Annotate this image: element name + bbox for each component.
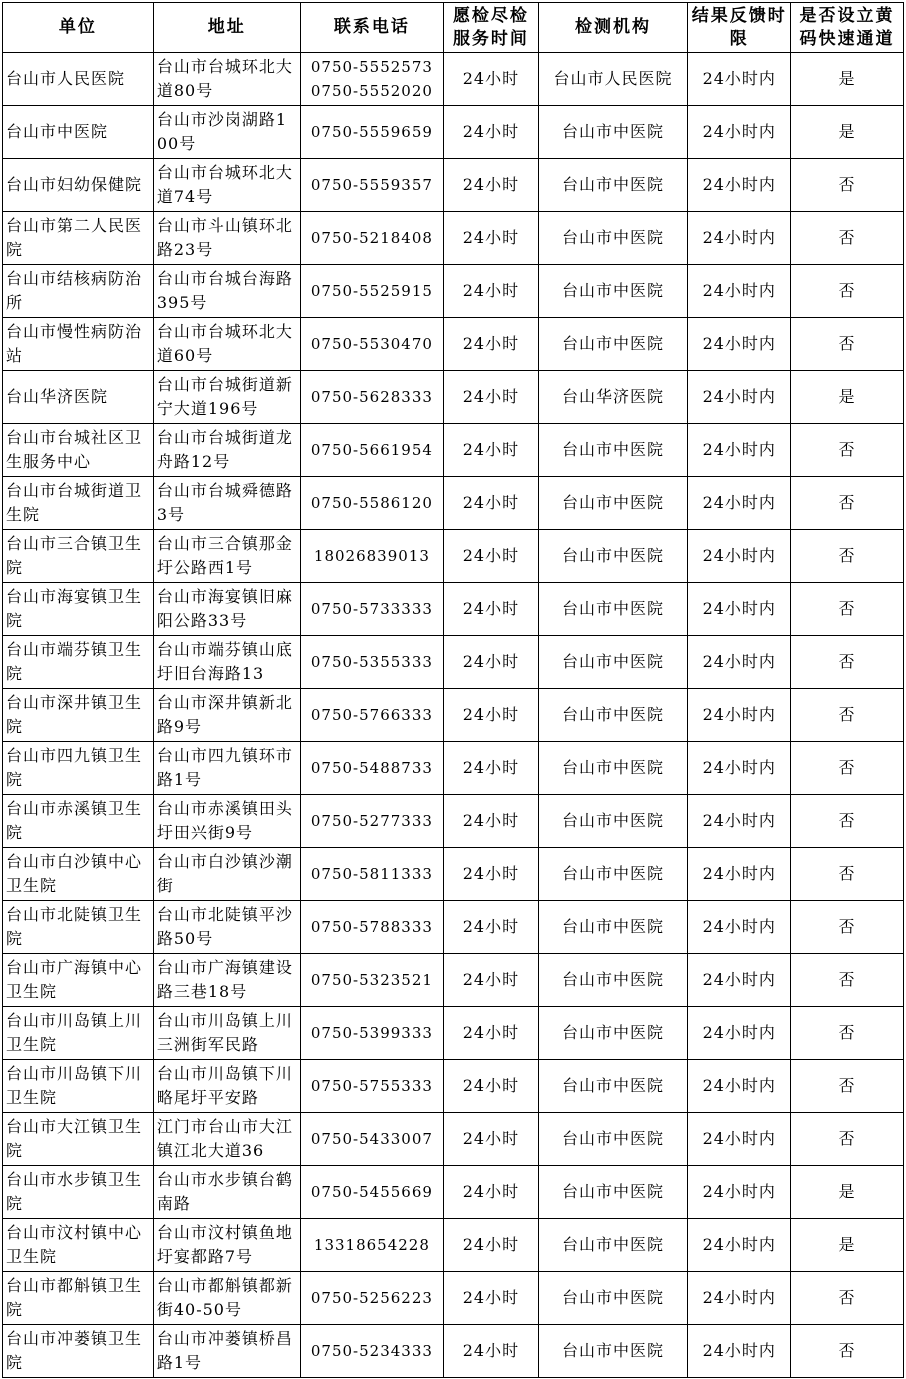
cell-address: 台山市白沙镇沙潮街	[153, 848, 300, 901]
cell-unit: 台山市端芬镇卫生院	[3, 636, 154, 689]
table-row	[3, 371, 904, 424]
cell-yellow-code-channel: 否	[791, 1060, 904, 1113]
cell-service-time: 24小时	[444, 636, 538, 689]
cell-phone: 0750-5661954	[300, 424, 444, 477]
cell-result-time-limit: 24小时内	[688, 689, 791, 742]
cell-testing-institution: 台山市中医院	[538, 318, 688, 371]
header-yellow-code-channel: 是否设立黄码快速通道	[791, 3, 904, 53]
testing-sites-table	[2, 2, 904, 1378]
cell-service-time: 24小时	[444, 1060, 538, 1113]
cell-address: 台山市端芬镇山底圩旧台海路13	[153, 636, 300, 689]
cell-address: 台山市台城街道龙舟路12号	[153, 424, 300, 477]
cell-result-time-limit: 24小时内	[688, 477, 791, 530]
cell-service-time: 24小时	[444, 795, 538, 848]
cell-yellow-code-channel: 否	[791, 477, 904, 530]
cell-yellow-code-channel: 否	[791, 689, 904, 742]
cell-address: 台山市台城环北大道80号	[153, 53, 300, 106]
cell-service-time: 24小时	[444, 742, 538, 795]
cell-phone: 0750-5530470	[300, 318, 444, 371]
cell-testing-institution: 台山市中医院	[538, 795, 688, 848]
cell-result-time-limit: 24小时内	[688, 583, 791, 636]
cell-phone: 0750-5433007	[300, 1113, 444, 1166]
table-header	[3, 3, 904, 53]
table-row	[3, 106, 904, 159]
table-row	[3, 424, 904, 477]
cell-unit: 台山市台城街道卫生院	[3, 477, 154, 530]
cell-phone: 0750-5552573 0750-5552020	[300, 53, 444, 106]
cell-phone: 0750-5586120	[300, 477, 444, 530]
cell-phone: 0750-5323521	[300, 954, 444, 1007]
cell-testing-institution: 台山市中医院	[538, 742, 688, 795]
cell-unit: 台山市海宴镇卫生院	[3, 583, 154, 636]
cell-phone: 0750-5277333	[300, 795, 444, 848]
cell-testing-institution: 台山市中医院	[538, 636, 688, 689]
cell-yellow-code-channel: 否	[791, 265, 904, 318]
cell-result-time-limit: 24小时内	[688, 106, 791, 159]
cell-testing-institution: 台山市中医院	[538, 583, 688, 636]
cell-service-time: 24小时	[444, 1113, 538, 1166]
cell-phone: 0750-5788333	[300, 901, 444, 954]
cell-testing-institution: 台山市中医院	[538, 1325, 688, 1378]
cell-phone: 0750-5455669	[300, 1166, 444, 1219]
cell-result-time-limit: 24小时内	[688, 848, 791, 901]
cell-service-time: 24小时	[444, 106, 538, 159]
cell-service-time: 24小时	[444, 689, 538, 742]
cell-phone: 0750-5811333	[300, 848, 444, 901]
cell-service-time: 24小时	[444, 1325, 538, 1378]
cell-testing-institution: 台山市中医院	[538, 1007, 688, 1060]
cell-phone: 0750-5399333	[300, 1007, 444, 1060]
cell-testing-institution: 台山市中医院	[538, 1219, 688, 1272]
cell-yellow-code-channel: 是	[791, 371, 904, 424]
cell-phone: 0750-5234333	[300, 1325, 444, 1378]
cell-phone: 0750-5218408	[300, 212, 444, 265]
table-row	[3, 1060, 904, 1113]
cell-yellow-code-channel: 否	[791, 583, 904, 636]
table-row	[3, 530, 904, 583]
cell-service-time: 24小时	[444, 1219, 538, 1272]
cell-yellow-code-channel: 否	[791, 1325, 904, 1378]
table-row	[3, 1272, 904, 1325]
cell-testing-institution: 台山市中医院	[538, 901, 688, 954]
cell-yellow-code-channel: 否	[791, 424, 904, 477]
cell-address: 台山市都斛镇都新街40-50号	[153, 1272, 300, 1325]
cell-unit: 台山市白沙镇中心卫生院	[3, 848, 154, 901]
table-row	[3, 212, 904, 265]
cell-phone: 0750-5256223	[300, 1272, 444, 1325]
cell-service-time: 24小时	[444, 371, 538, 424]
cell-phone: 0750-5355333	[300, 636, 444, 689]
header-address: 地址	[153, 3, 300, 53]
table-row	[3, 159, 904, 212]
cell-unit: 台山市都斛镇卫生院	[3, 1272, 154, 1325]
cell-phone: 0750-5525915	[300, 265, 444, 318]
cell-phone: 0750-5488733	[300, 742, 444, 795]
cell-testing-institution: 台山市中医院	[538, 689, 688, 742]
cell-service-time: 24小时	[444, 212, 538, 265]
cell-unit: 台山市川岛镇下川卫生院	[3, 1060, 154, 1113]
table-row	[3, 1219, 904, 1272]
table-row	[3, 1166, 904, 1219]
table-row	[3, 742, 904, 795]
cell-service-time: 24小时	[444, 901, 538, 954]
cell-phone: 0750-5628333	[300, 371, 444, 424]
cell-yellow-code-channel: 否	[791, 1272, 904, 1325]
cell-result-time-limit: 24小时内	[688, 636, 791, 689]
cell-result-time-limit: 24小时内	[688, 1060, 791, 1113]
cell-service-time: 24小时	[444, 1166, 538, 1219]
cell-phone: 18026839013	[300, 530, 444, 583]
cell-testing-institution: 台山市中医院	[538, 212, 688, 265]
cell-service-time: 24小时	[444, 424, 538, 477]
cell-testing-institution: 台山市中医院	[538, 1113, 688, 1166]
cell-unit: 台山市深井镇卫生院	[3, 689, 154, 742]
table-row	[3, 901, 904, 954]
cell-address: 台山市四九镇环市路1号	[153, 742, 300, 795]
cell-testing-institution: 台山市中医院	[538, 106, 688, 159]
cell-phone: 0750-5733333	[300, 583, 444, 636]
cell-address: 台山市台城舜德路3号	[153, 477, 300, 530]
cell-result-time-limit: 24小时内	[688, 159, 791, 212]
cell-yellow-code-channel: 否	[791, 530, 904, 583]
cell-unit: 台山市水步镇卫生院	[3, 1166, 154, 1219]
table-body	[3, 53, 904, 1378]
cell-service-time: 24小时	[444, 954, 538, 1007]
cell-address: 台山市水步镇台鹤南路	[153, 1166, 300, 1219]
header-service-time: 愿检尽检服务时间	[444, 3, 538, 53]
table-row	[3, 795, 904, 848]
cell-address: 台山市汶村镇鱼地圩宴都路7号	[153, 1219, 300, 1272]
cell-address: 台山市斗山镇环北路23号	[153, 212, 300, 265]
cell-yellow-code-channel: 否	[791, 636, 904, 689]
table-row	[3, 848, 904, 901]
cell-result-time-limit: 24小时内	[688, 954, 791, 1007]
cell-service-time: 24小时	[444, 848, 538, 901]
header-unit: 单位	[3, 3, 154, 53]
cell-unit: 台山市结核病防治所	[3, 265, 154, 318]
cell-address: 台山市北陡镇平沙路50号	[153, 901, 300, 954]
cell-service-time: 24小时	[444, 477, 538, 530]
cell-phone: 0750-5766333	[300, 689, 444, 742]
table-row	[3, 636, 904, 689]
cell-service-time: 24小时	[444, 159, 538, 212]
cell-unit: 台山市人民医院	[3, 53, 154, 106]
cell-testing-institution: 台山华济医院	[538, 371, 688, 424]
cell-unit: 台山市广海镇中心卫生院	[3, 954, 154, 1007]
cell-result-time-limit: 24小时内	[688, 901, 791, 954]
cell-phone: 0750-5559357	[300, 159, 444, 212]
cell-address: 台山市川岛镇上川三洲街军民路	[153, 1007, 300, 1060]
table-row	[3, 583, 904, 636]
cell-result-time-limit: 24小时内	[688, 1113, 791, 1166]
cell-phone: 0750-5755333	[300, 1060, 444, 1113]
cell-service-time: 24小时	[444, 1272, 538, 1325]
cell-unit: 台山市汶村镇中心卫生院	[3, 1219, 154, 1272]
cell-result-time-limit: 24小时内	[688, 1272, 791, 1325]
cell-result-time-limit: 24小时内	[688, 212, 791, 265]
cell-testing-institution: 台山市中医院	[538, 424, 688, 477]
cell-unit: 台山市北陡镇卫生院	[3, 901, 154, 954]
cell-testing-institution: 台山市中医院	[538, 1166, 688, 1219]
table-row	[3, 1007, 904, 1060]
cell-result-time-limit: 24小时内	[688, 424, 791, 477]
cell-service-time: 24小时	[444, 530, 538, 583]
table-row	[3, 477, 904, 530]
cell-result-time-limit: 24小时内	[688, 318, 791, 371]
cell-result-time-limit: 24小时内	[688, 53, 791, 106]
cell-address: 台山市深井镇新北路9号	[153, 689, 300, 742]
cell-result-time-limit: 24小时内	[688, 1325, 791, 1378]
cell-testing-institution: 台山市中医院	[538, 265, 688, 318]
cell-result-time-limit: 24小时内	[688, 1219, 791, 1272]
cell-yellow-code-channel: 否	[791, 742, 904, 795]
cell-testing-institution: 台山市中医院	[538, 848, 688, 901]
header-result-time-limit: 结果反馈时限	[688, 3, 791, 53]
cell-unit: 台山市妇幼保健院	[3, 159, 154, 212]
header-row	[3, 3, 904, 53]
table-row	[3, 954, 904, 1007]
cell-result-time-limit: 24小时内	[688, 1007, 791, 1060]
cell-result-time-limit: 24小时内	[688, 265, 791, 318]
cell-address: 台山市广海镇建设路三巷18号	[153, 954, 300, 1007]
cell-address: 台山市赤溪镇田头圩田兴街9号	[153, 795, 300, 848]
cell-phone: 13318654228	[300, 1219, 444, 1272]
table-row	[3, 689, 904, 742]
cell-result-time-limit: 24小时内	[688, 1166, 791, 1219]
cell-address: 台山市冲蒌镇桥昌路1号	[153, 1325, 300, 1378]
cell-address: 江门市台山市大江镇江北大道36	[153, 1113, 300, 1166]
cell-yellow-code-channel: 是	[791, 53, 904, 106]
table-row	[3, 1325, 904, 1378]
cell-address: 台山市海宴镇旧麻阳公路33号	[153, 583, 300, 636]
cell-service-time: 24小时	[444, 53, 538, 106]
cell-address: 台山市川岛镇下川略尾圩平安路	[153, 1060, 300, 1113]
cell-unit: 台山市冲蒌镇卫生院	[3, 1325, 154, 1378]
cell-testing-institution: 台山市中医院	[538, 159, 688, 212]
cell-service-time: 24小时	[444, 583, 538, 636]
cell-testing-institution: 台山市中医院	[538, 477, 688, 530]
cell-yellow-code-channel: 否	[791, 1113, 904, 1166]
header-testing-institution: 检测机构	[538, 3, 688, 53]
cell-testing-institution: 台山市中医院	[538, 530, 688, 583]
cell-address: 台山市沙岗湖路100号	[153, 106, 300, 159]
cell-yellow-code-channel: 否	[791, 212, 904, 265]
cell-result-time-limit: 24小时内	[688, 530, 791, 583]
cell-service-time: 24小时	[444, 265, 538, 318]
cell-yellow-code-channel: 否	[791, 795, 904, 848]
cell-address: 台山市台城环北大道60号	[153, 318, 300, 371]
cell-yellow-code-channel: 是	[791, 1166, 904, 1219]
cell-yellow-code-channel: 是	[791, 106, 904, 159]
cell-address: 台山市台城环北大道74号	[153, 159, 300, 212]
cell-yellow-code-channel: 否	[791, 954, 904, 1007]
cell-unit: 台山市中医院	[3, 106, 154, 159]
cell-service-time: 24小时	[444, 318, 538, 371]
cell-address: 台山市台城街道新宁大道196号	[153, 371, 300, 424]
cell-testing-institution: 台山市中医院	[538, 954, 688, 1007]
cell-yellow-code-channel: 否	[791, 159, 904, 212]
cell-unit: 台山市第二人民医院	[3, 212, 154, 265]
cell-unit: 台山市四九镇卫生院	[3, 742, 154, 795]
cell-unit: 台山市赤溪镇卫生院	[3, 795, 154, 848]
table-row	[3, 265, 904, 318]
cell-service-time: 24小时	[444, 1007, 538, 1060]
cell-phone: 0750-5559659	[300, 106, 444, 159]
cell-yellow-code-channel: 否	[791, 901, 904, 954]
cell-unit: 台山市台城社区卫生服务中心	[3, 424, 154, 477]
cell-result-time-limit: 24小时内	[688, 371, 791, 424]
cell-testing-institution: 台山市中医院	[538, 1060, 688, 1113]
cell-unit: 台山市大江镇卫生院	[3, 1113, 154, 1166]
table-row	[3, 1113, 904, 1166]
cell-result-time-limit: 24小时内	[688, 742, 791, 795]
cell-unit: 台山华济医院	[3, 371, 154, 424]
header-phone: 联系电话	[300, 3, 444, 53]
cell-address: 台山市台城台海路395号	[153, 265, 300, 318]
cell-yellow-code-channel: 是	[791, 1219, 904, 1272]
cell-yellow-code-channel: 否	[791, 1007, 904, 1060]
cell-unit: 台山市三合镇卫生院	[3, 530, 154, 583]
cell-address: 台山市三合镇那金圩公路西1号	[153, 530, 300, 583]
cell-unit: 台山市川岛镇上川卫生院	[3, 1007, 154, 1060]
cell-testing-institution: 台山市人民医院	[538, 53, 688, 106]
table-row	[3, 53, 904, 106]
table-row	[3, 318, 904, 371]
cell-testing-institution: 台山市中医院	[538, 1272, 688, 1325]
cell-unit: 台山市慢性病防治站	[3, 318, 154, 371]
cell-result-time-limit: 24小时内	[688, 795, 791, 848]
cell-yellow-code-channel: 否	[791, 318, 904, 371]
cell-yellow-code-channel: 否	[791, 848, 904, 901]
